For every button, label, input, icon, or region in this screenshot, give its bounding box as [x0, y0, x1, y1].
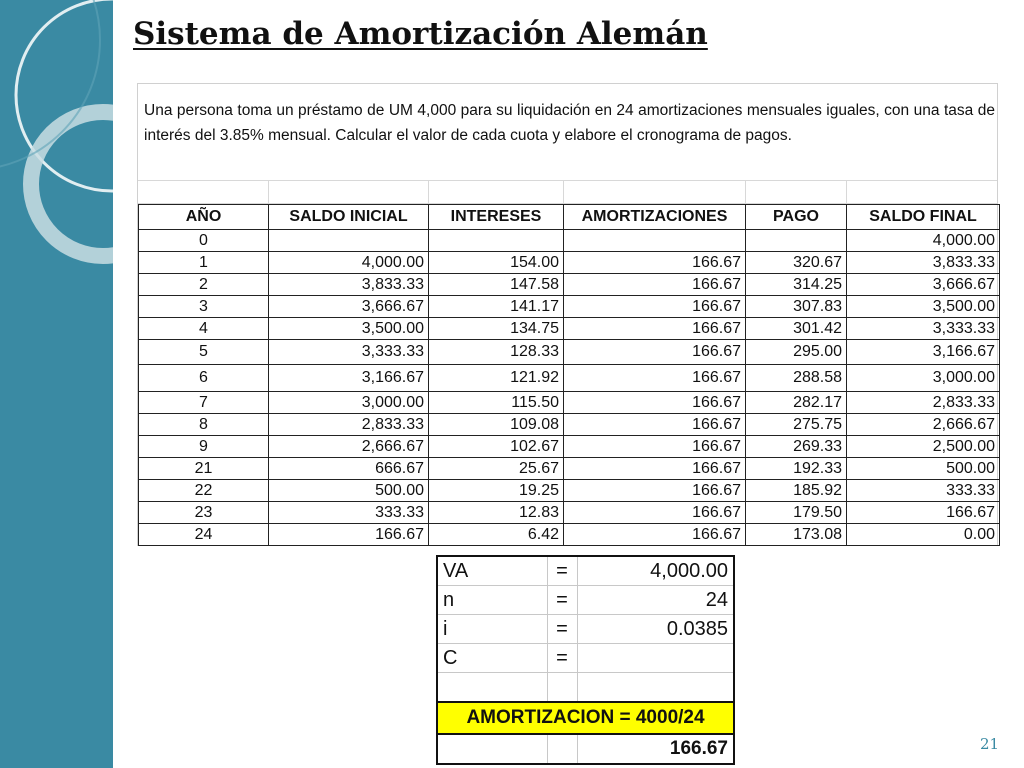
cell-interest: 25.67: [429, 458, 564, 480]
table-row: [139, 414, 1000, 436]
cell-closing-balance: 0.00: [847, 524, 1000, 546]
cell-interest: 147.58: [429, 274, 564, 296]
cell-year: 24: [139, 524, 269, 546]
cell-opening-balance: 166.67: [269, 524, 429, 546]
cell-interest: 134.75: [429, 318, 564, 340]
summary-result-row: [437, 734, 734, 764]
cell-closing-balance: 3,666.67: [847, 274, 1000, 296]
table-row: [139, 458, 1000, 480]
amortization-result: 166.67: [577, 734, 734, 764]
cell-opening-balance: 500.00: [269, 480, 429, 502]
cell-year: 2: [139, 274, 269, 296]
cell-closing-balance: 166.67: [847, 502, 1000, 524]
summary-row: [437, 615, 734, 644]
cell-amortization: 166.67: [564, 340, 746, 365]
cell-opening-balance: 3,500.00: [269, 318, 429, 340]
cell-closing-balance: 3,333.33: [847, 318, 1000, 340]
cell-payment: 173.08: [746, 524, 847, 546]
slide-title: Sistema de Amortización Alemán: [133, 16, 708, 52]
amortization-table: [138, 204, 1000, 546]
summary-equals: =: [547, 556, 577, 586]
table-row: [139, 252, 1000, 274]
cell-amortization: 166.67: [564, 318, 746, 340]
table-row: [139, 274, 1000, 296]
table-row: [139, 340, 1000, 365]
cell-opening-balance: 3,833.33: [269, 274, 429, 296]
cell-closing-balance: 3,833.33: [847, 252, 1000, 274]
cell-amortization: 166.67: [564, 502, 746, 524]
cell-year: 0: [139, 230, 269, 252]
summary-label: VA: [437, 556, 547, 586]
cell-year: 5: [139, 340, 269, 365]
summary-row: [437, 586, 734, 615]
cell-closing-balance: 2,666.67: [847, 414, 1000, 436]
cell-amortization: 166.67: [564, 524, 746, 546]
cell-payment: [746, 230, 847, 252]
summary-empty-cell: [437, 734, 547, 764]
header-interest: INTERESES: [429, 205, 564, 230]
cell-year: 3: [139, 296, 269, 318]
summary-row: [437, 644, 734, 673]
cell-amortization: 166.67: [564, 458, 746, 480]
summary-equals: =: [547, 615, 577, 644]
cell-amortization: 166.67: [564, 274, 746, 296]
cell-year: 8: [139, 414, 269, 436]
header-year: AÑO: [139, 205, 269, 230]
table-row: [139, 296, 1000, 318]
cell-payment: 301.42: [746, 318, 847, 340]
summary-empty-cell: [437, 673, 547, 703]
table-row: [139, 524, 1000, 546]
cell-opening-balance: 666.67: [269, 458, 429, 480]
cell-year: 22: [139, 480, 269, 502]
cell-year: 9: [139, 436, 269, 458]
cell-amortization: [564, 230, 746, 252]
summary-table: [436, 555, 735, 765]
summary-row: [437, 556, 734, 586]
cell-year: 23: [139, 502, 269, 524]
summary-empty-cell: [577, 673, 734, 703]
cell-year: 21: [139, 458, 269, 480]
cell-closing-balance: 3,500.00: [847, 296, 1000, 318]
cell-opening-balance: 2,833.33: [269, 414, 429, 436]
table-row: [139, 436, 1000, 458]
summary-equals: =: [547, 586, 577, 615]
table-row: [139, 365, 1000, 392]
cell-closing-balance: 2,833.33: [847, 392, 1000, 414]
summary-blank-row: [437, 673, 734, 703]
cell-payment: 282.17: [746, 392, 847, 414]
cell-opening-balance: [269, 230, 429, 252]
cell-amortization: 166.67: [564, 414, 746, 436]
cell-amortization: 166.67: [564, 252, 746, 274]
cell-interest: 109.08: [429, 414, 564, 436]
cell-amortization: 166.67: [564, 365, 746, 392]
cell-amortization: 166.67: [564, 436, 746, 458]
cell-interest: 102.67: [429, 436, 564, 458]
summary-value: [577, 644, 734, 673]
cell-payment: 185.92: [746, 480, 847, 502]
cell-closing-balance: 4,000.00: [847, 230, 1000, 252]
summary-value: 0.0385: [577, 615, 734, 644]
cell-closing-balance: 3,166.67: [847, 340, 1000, 365]
summary-label: C: [437, 644, 547, 673]
cell-payment: 307.83: [746, 296, 847, 318]
cell-interest: 121.92: [429, 365, 564, 392]
summary-label: i: [437, 615, 547, 644]
cell-payment: 275.75: [746, 414, 847, 436]
cell-payment: 269.33: [746, 436, 847, 458]
table-row: [139, 392, 1000, 414]
cell-payment: 295.00: [746, 340, 847, 365]
table-header-row: [139, 205, 1000, 230]
table-row: [139, 480, 1000, 502]
cell-closing-balance: 333.33: [847, 480, 1000, 502]
cell-payment: 288.58: [746, 365, 847, 392]
cell-year: 6: [139, 365, 269, 392]
summary-value: 4,000.00: [577, 556, 734, 586]
problem-statement: Una persona toma un préstamo de UM 4,000 para su liquidación en 24 amortizaciones mensuales iguales, con una tasa de interés del 3.85% mensual. Calcular el valor de cada cuota y elabore el cronograma de pagos.: [144, 102, 995, 144]
cell-interest: 12.83: [429, 502, 564, 524]
decorative-side-band: [0, 0, 113, 768]
cell-interest: [429, 230, 564, 252]
header-amortization: AMORTIZACIONES: [564, 205, 746, 230]
cell-closing-balance: 2,500.00: [847, 436, 1000, 458]
cell-payment: 179.50: [746, 502, 847, 524]
cell-closing-balance: 500.00: [847, 458, 1000, 480]
cell-interest: 115.50: [429, 392, 564, 414]
cell-payment: 320.67: [746, 252, 847, 274]
cell-year: 1: [139, 252, 269, 274]
summary-value: 24: [577, 586, 734, 615]
cell-opening-balance: 3,000.00: [269, 392, 429, 414]
cell-opening-balance: 333.33: [269, 502, 429, 524]
cell-interest: 141.17: [429, 296, 564, 318]
cell-payment: 314.25: [746, 274, 847, 296]
table-row: [139, 318, 1000, 340]
cell-opening-balance: 3,166.67: [269, 365, 429, 392]
cell-opening-balance: 3,666.67: [269, 296, 429, 318]
page-number: 21: [980, 735, 1000, 753]
header-payment: PAGO: [746, 205, 847, 230]
cell-interest: 154.00: [429, 252, 564, 274]
cell-amortization: 166.67: [564, 296, 746, 318]
header-opening-balance: SALDO INICIAL: [269, 205, 429, 230]
header-closing-balance: SALDO FINAL: [847, 205, 1000, 230]
cell-year: 4: [139, 318, 269, 340]
cell-opening-balance: 4,000.00: [269, 252, 429, 274]
cell-opening-balance: 2,666.67: [269, 436, 429, 458]
summary-equals: =: [547, 644, 577, 673]
cell-opening-balance: 3,333.33: [269, 340, 429, 365]
cell-interest: 6.42: [429, 524, 564, 546]
table-row: [139, 230, 1000, 252]
amortization-formula: AMORTIZACION = 4000/24: [437, 702, 734, 734]
cell-interest: 128.33: [429, 340, 564, 365]
cell-amortization: 166.67: [564, 392, 746, 414]
cell-closing-balance: 3,000.00: [847, 365, 1000, 392]
decorative-rings-graphic: [0, 0, 113, 768]
cell-year: 7: [139, 392, 269, 414]
cell-payment: 192.33: [746, 458, 847, 480]
cell-interest: 19.25: [429, 480, 564, 502]
table-row: [139, 502, 1000, 524]
summary-empty-cell: [547, 734, 577, 764]
empty-grid-row: [138, 180, 997, 204]
summary-empty-cell: [547, 673, 577, 703]
summary-label: n: [437, 586, 547, 615]
cell-amortization: 166.67: [564, 480, 746, 502]
summary-formula-row: [437, 702, 734, 734]
